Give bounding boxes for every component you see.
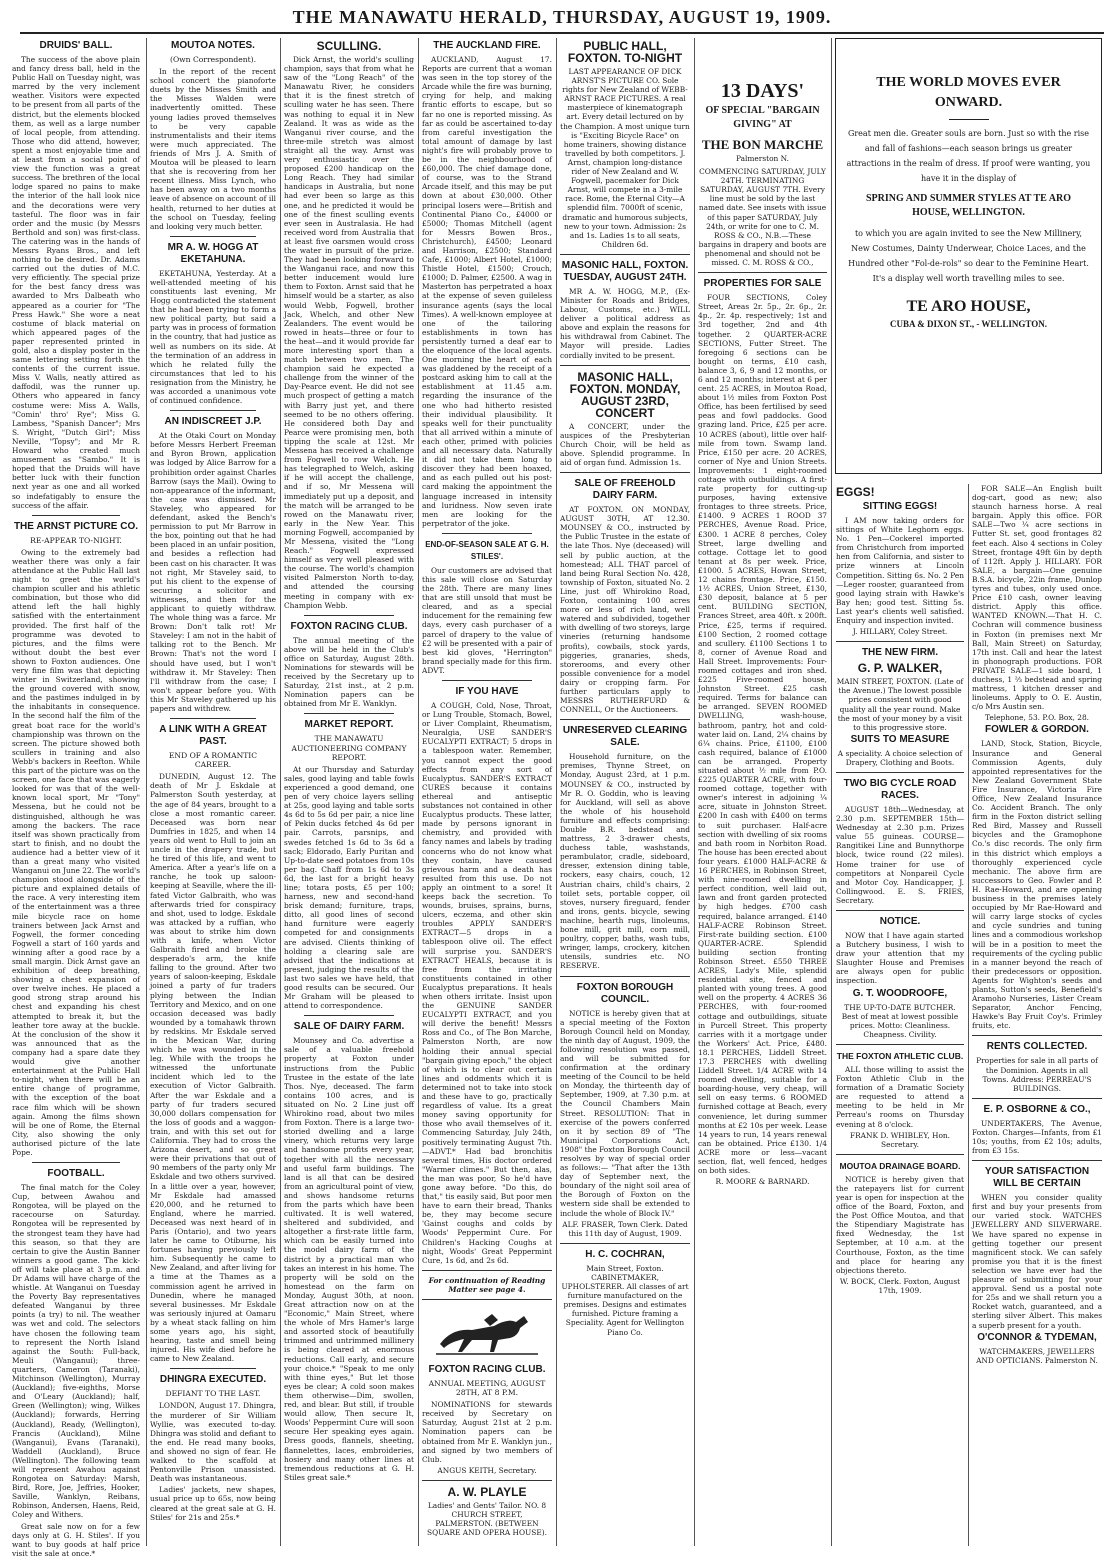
masthead: THE MANAWATU HERALD, THURSDAY, AUGUST 19, 1909.	[20, 4, 1104, 34]
ad-body: WATCHMAKERS, JEWELLERS AND OPTICIANS. Palmerston N.	[976, 1346, 1098, 1365]
ad-body: NOTICE is hereby given that at a special meeting of the Foxton Borough Council held on Monday, the ninth day of August, 1909, the following resolution was passed, and will be submitted for confirmation at the ordinary meeting of the Council to be held on Monday, the thirteenth day of September, 1909, at 7.30 p.m. at the Council Chambers Main Street. RESOLUTION: That in exercise of the powers conferred on it by section 89 of "The Municipal Corporations Act, 1908" the Foxton Borough Council resolves by way of special order as follows:— "That after the 13th day of September next, the boundary of the night soil area of the Borough of Foxton on the western side shall be extended to include the whole of Block IV."	[560, 1008, 690, 1218]
ad-body: NOW that I have again started a Butchery business, I wish to draw your attention that my Slaughter House and Premises are always open for public inspection.	[836, 931, 964, 986]
ad-heading: G. T. WOODROOFE,	[852, 987, 948, 999]
spacer	[736, 484, 737, 485]
divider	[422, 1299, 552, 1300]
divider	[560, 1243, 690, 1244]
article-heading: MR A. W. HOGG AT EKETAHUNA.	[167, 241, 259, 265]
article-heading: DRUIDS' BALL.	[39, 40, 113, 51]
divider	[560, 254, 690, 255]
article-body: In the report of the recent school concert the pianoforte duets by the Misses Smith and the Misses Walden were inadvertently omitted. These young ladies proved themselves to be very capable instrumentalists and their items were much appreciated. The friends of Mrs J. A. Smith of Moutoa will be pleased to learn that she is recovering from her recent illness. Miss Lynch, who has been away on a two months leave of absence on account of ill health, returned to her duties at the school on Tuesday, feeling and looking very much better.	[150, 67, 276, 231]
ad-heading: E. P. OSBORNE & CO.,	[983, 1103, 1091, 1115]
article-heading: THE ARNST PICTURE CO.	[13, 520, 139, 532]
article-body: Mounsey and Co. advertise a sale of a valuable freehold property at Foxton under instructions from the Public Trustee in the estate of the late Thos. Nye, deceased. The farm contains 100 acres, and is situated on No. 2 Line just off Whirokino road, about two miles from Foxton. There is a large two-storied dwelling and a large vinery, which returns very large and handsome profits every year, together with all the necessary and useful farm buildings. The land is all that can be desired from an agricultural point of view, and shows handsome returns from the parts which have been cultivated. It is well watered, sheltered and subdivided, and altogether a first-rate little farm, which can be easily turned into the model dairy farm of the district by a practical man who takes an interest in his home. The property will be sold on the homestead on the farm on Monday, August 30th, at noon. Great attraction now on at the "Economic," Main Street, where the whole of Mrs Hamer's large and assorted stock of beautifully trimmed and untrimmed millinery is being cleared at enormous reductions. Call early, and secure your choice.* "Speak to me only with thine eyes," But let those eyes be clear; A cold soon makes them otherwise—Dim, swollen, red, and blear. But still, if trouble would allow, Then secure It, Woods' Peppermint Cure will soon secure Her speaking eyes again. Dress goods, flannels, sheeting, flannelettes, laces, embroideries, hosiery and many other lines at tremendous reductions at G. H. Stiles great sale.*	[284, 1036, 414, 1482]
article-body: Owing to the extremely bad weather there was only a fair attendance at the Public Hall last night to greet the world's champion sculler and his athletic combination, but those who did attend left the hall highly satisfied with the entertainment provided. The first half of the programme was devoted to pictures, and the films were without doubt the best ever shown to Foxton audiences. One very fine film was that depicting winter in Switzerland, showing the ground covered with snow, and the pastimes indulged in by the inhabitants in consequence. In the second half the film of the great boat race for the world's championship was thrown on the screen. The picture showed both scullers in training and also Webb's backers in Reefton. While this part of the picture was on the screen, one face that was eagerly looked for was that of the well-known local sport, Mr "Tony" Messena, but he could not be distinguished, although he was among the backers. The race itself was shown practically from start to finish, and no doubt the audience had a better view of it than a great many who visited Wanganui on June 22. The world's champion stood alongside of the picture and explained details of the race. A very interesting item of the entertainment was a three mile bicycle race on home trainers between Jack Arnst and Fogwell, the former conceding Fogwell a start of 160 yards and winning after a good race by a small margin. Dick Arnst gave an exhibition of deep breathing, showing a chest expansion of over twelve inches. He placed a good strong strap around his chest and expanding his chest attempted to break it, but the leather tore away at the buckle. At the conclusion of the show it was announced that as the company had a spare date they would give another entertainment at the Public Hall to-night, when there will be an entire change of programme, with the exception of the boat race film which will be shown again. Among the films shown will be one of Rome, the Eternal City, also showing the only authorised picture of the late Pope.	[12, 547, 140, 1157]
column-rule	[146, 38, 147, 1546]
column-rule	[831, 38, 832, 1546]
divider	[836, 772, 964, 773]
column-1	[12, 38, 140, 1558]
ad-heading: THE BON MARCHE	[701, 137, 824, 152]
article-heading: FOXTON RACING CLUB.	[290, 620, 408, 632]
column-rule	[968, 484, 969, 1546]
ad-heading: PROPERTIES FOR SALE	[703, 278, 822, 290]
ad-body: Main Street, Foxton. CABINETMAKER, UPHOLSTERER. All classes of art furniture manufactured on the premises. Designs and estimates furnished. Picture framing a Speciality. Agent for Wellington Piano Co.	[561, 1263, 689, 1337]
ad-heading: MASONIC HALL, FOXTON. TUESDAY, AUGUST 24TH.	[561, 259, 689, 283]
ad-heading: THE WORLD MOVES EVER ONWARD.	[876, 75, 1061, 110]
divider	[304, 1015, 394, 1016]
divider	[836, 641, 964, 642]
article-body: Great sale now on for a few days only at G. H. Stiles'. If you want to buy goods at half price visit the sale at once.*	[12, 1521, 140, 1558]
ad-heading: SALE OF FREEHOLD DAIRY FARM.	[574, 478, 676, 502]
divider	[560, 365, 690, 366]
divider	[560, 472, 690, 473]
ad-heading: UNRESERVED CLEARING SALE.	[562, 725, 688, 749]
ad-subheading: SPRING AND SUMMER STYLES AT TE ARO HOUSE, WELLINGTON.	[865, 193, 1072, 218]
ad-body: I AM now taking orders for sittings of White Leghorn eggs. No. 1 Pen—Cockerel imported from Christchurch from imported hen from California, and sister to prize winners at Lincoln Competition. Sitting 6s. No. 2 Pen—Leger rooster, guaranteed from good laying strain with Hawke's Bay hen; good test. Sitting 5s. Last year's clients well satisfied. Enquiry and inspection invited.	[836, 516, 964, 626]
ad-heading: IF YOU HAVE	[455, 686, 519, 697]
divider	[170, 1368, 256, 1369]
divider	[422, 1270, 552, 1271]
racehorse-icon	[432, 1306, 542, 1358]
ad-place: Palmerston N.	[736, 154, 789, 163]
ad-body: FOR SALE—An English built dog-cart, good as new; also staunch harness horse. A real bargain. Apply this office. FOR SALE—Two ¼ acre sections in Futter St. set, good frontages 82 feet each. Also 4 sections in Coley Street, frontage 49ft 6in by depth of 112ft. Apply J. HILLARY. FOR SALE, a bargain—One genuine B.S.A. bicycle, 22in frame, Dunlop tyres and tubes, only used once. Price £10 cash, owner leaving district. Apply this office. WANTED KNOWN.—That H. C. Cochran will commence business in Foxton (in premises next Mr Ball, Main Street) on Saturday, 17th inst. Call and hear the latest in phonograph productions. FOR PRIVATE SALE—1 side board, 1 duchess, 1 ⅔ bedstead and spring mattress, 1 kitchen dresser and linoleums. Apply to O. E. Austin, c/o Mrs Austin sen.	[972, 484, 1102, 712]
article-body: LONDON, August 17. Dhingra, the murderer of Sir William Wyllie, was executed to-day. Dhingra was stolid and defiant to the end. He read many books, and showed no sign of fear. He walked to the scaffold at Pentonville Prison unassisted. Death was instantaneous.	[150, 1401, 276, 1484]
ad-heading: PUBLIC HALL, FOXTON. TO-NIGHT	[567, 39, 683, 65]
ad-heading: THE NEW FIRM.	[861, 647, 939, 659]
ad-heading: EGGS!	[836, 485, 875, 499]
ad-heading: FOXTON RACING CLUB.	[428, 1364, 546, 1375]
ad-subheading: OF SPECIAL "BARGAIN GIVING" AT	[705, 105, 820, 130]
article-subheading: (Own Correspondent).	[169, 55, 257, 64]
ad-body: WHEN you consider quality first and buy your presents from our varied stock. WATCHES JEWELLERY AND SILVERWARE. We have spared no expense in getting together our present magnificent stock. We can safely promise you that it is the finest selection we have ever had the pleasure of submitting for your approval. Send us a postal note for 25s and we shall return you a Rocket watch, guaranteed, and a sterling silver Albert. This makes a superb present for a youth.	[972, 1193, 1102, 1330]
ad-body: COMMENCING SATURDAY, JULY 24TH. TERMINATING SATURDAY, AUGUST 7TH. Every line must be sold by the last named date. See insets with issue of this paper SATURDAY, July 24th, or write for one to C. M. ROSS & CO., N.B.—These bargains in drapery and boots are phenomenal and should not be missed. C. M. ROSS & CO.,	[698, 167, 827, 268]
ad-heading: G. P. WALKER,	[857, 661, 943, 676]
spacer	[836, 38, 837, 39]
article-heading: FOOTBALL.	[47, 1168, 105, 1180]
article-body: The annual meeting of the above will be held in the Club's office on Saturday, August 28th. Nominations for stewards will be received by the Secretary up to Saturday, 21st inst., at 2 p.m. Nomination papers can be obtained from Mr E. Wanklyn.	[284, 635, 414, 709]
divider	[422, 1480, 552, 1481]
ad-subheading: ANNUAL MEETING, AUGUST 28TH, AT 8 P.M.	[428, 1379, 546, 1398]
te-aro-advert	[835, 38, 1102, 478]
ad-heading: SUITS TO MEASURE	[850, 733, 950, 745]
column-5	[560, 38, 690, 1546]
article-body: The success of the above plain and fancy dress ball, held in the Public Hall on Tuesday night, was marred by the very inclement weather. Visitors were expected to be present from all parts of the district, but the elements blocked them, as well as a large number of local people, from attending. Those who did attend, however, spent a most enjoyable time and at least from a social point of view the function was a great success. The brethren of the local lodge spared no pains to make the interior of the hall look nice and the decorations were very tasteful. The floor was in fair order and the music (by Messrs Berthold and son) was first-class. The catering was in the hands of Messrs Ryans Bros., and left nothing to be desired. Dr. Adams carried out the duties of M.C. very efficiently. The special prize for the best fancy dress was awarded to Mrs Dalbeath who appeared as a courier for "The Press Hawk." She wore a neat costume of black material on which appeared pages of the paper represented printed in gold, also a display poster in the same lettering setting forth the contents of the current issue. Miss V. Walls, neatly attired as daffodil, was the runner up. Others who appeared in fancy costume were: Miss A. Walls, "Comin' thro' Rye"; Miss G. Lambess, "Spanish Dancer"; Mrs S. Wright, "Dutch Girl"; Miss Neville, "Topsy"; and Mr R. Howard who created much amusement as "Sambo." It is hoped that the Druids will have better luck with their function next year as one and all worked so indefatigably to ensure the success of the affair.	[12, 55, 140, 510]
divider	[442, 680, 532, 681]
ad-signature: FRANK D. WHIBLEY, Hon. Secretary.	[849, 1130, 951, 1149]
ad-body: AUGUST 18th—Wednesday, at 2.30 p.m. SEPTEMBER 15th—Wednesday at 2.30 p.m. Prizes value 55 guineas. COURSE—Rangitikei Line and Bunnythorpe block, twice round (22 miles). Home trainer for use of competitors at Nonpareil Cycle and Motor Coy. Handicapper, J. Collingwood. E. S. FRIES, Secretary.	[836, 804, 964, 905]
article-body: Dick Arnst, the world's sculling champion, says that from what he saw of the "Long Reach" of the Manawatu River, he considers that it is the finest stretch of sculling water he has seen. There was nothing to equal it in New Zealand. It was as wide as the Wanganui river course, and the three-mile stretch was almost straight all the way. Arnst was very enthusiastic over the proposed £200 handicap on the Long Reach. They had similar handicaps in Australia, but none had ever been so large as this one, and he predicted it would be one of the finest sculling events ever seen in Australasia. He had received word from Australia that at least five oarsmen would cross the water in pursuit of the prize. They had been looking forward to the Wanganui race, and now this better inducement would lure them to Foxton. Arnst said that he himself would be a starter, as also would Webb, Fogwell, brother Jack, Whelch, and other New Zealanders. The event would be rowed in heats—three or four to the heat—and it would provide far more interesting sport than a match between two men. The champion said he expected a challenge from the winner of the Day-Pearce event. He did not see much prospect of getting a match with Barry just yet, and there seemed to be no others offering. He considered both Day and Pearce were promising men, both tipping the scale at 12st. Mr Messena has received a challenge from Fogwell to row Welch. He has telegraphed to Welch, asking if he will accept the challenge, and if so, Mr Messena will immediately put up a deposit, and the match will be arranged to be rowed on the Manawatu river, early in the New Year. This morning Fogwell, accompanied by Mr Messena, visited the "Long Reach." Fogwell expressed himself as very well pleased with the course. The world's champion visited Palmerston North to-day, and attended the coursing meeting in company with ex-Champion Webb.	[284, 55, 414, 610]
ad-body: Household furniture, on the premises, Thynne Street, on Monday, August 23rd, at 1 p.m. MOUNSEY & CO., instructed by Mr R. O. Goddin, who is leaving for Auckland, will sell as above the whole of his household furniture and effects comprising: Double B.R. bedstead and mattress, 2 3-drawer chests, duchess table, washstands, perambulator, cradle, sideboard, dresser, extension dining table, rockers, easy chairs, couch, 12 Austrian chairs, child's chairs, 2 toilet sets, portable copper, oil stoves, nursery fireguard, fender and irons, gents. bicycle, sewing machine, hearth rugs, linoleums, bone mill, grit mill, corn mill, poultry, copper, baths, wash tubs, wringer, lamps, crockery, kitchen utensils, sundries etc. NO RESERVE.	[560, 752, 690, 971]
ad-signature: R. MOORE & BARNARD.	[715, 1177, 810, 1187]
column-2	[150, 38, 276, 1546]
column-8	[972, 484, 1102, 1544]
divider	[836, 1044, 964, 1045]
article-body: At the Otaki Court on Monday before Messrs Herbert Freeman and Byron Brown, application was lodged by Alice Barrow for a prohibition order against Charles Barrow (says the Mail). Owing to non-appearance of the informant, the case was dismissed. Mr Staveley, who appeared for defendant, asked the Bench's permission to put Mr Barrow in the box, pointing out that he had been placed in an unfair position, and besides a reflection had been cast on his character. It was not right, Mr Staveley said, to put his client to the expense of securing a solicitor and witnesses, and then for the applicant to quietly withdraw. The whole thing was a farce. Mr Brown: Don't talk rot! Mr Staveley: I am not in the habit of talking rot to the Bench. Mr Brown: That's not the word I should have used, but I won't withdraw it. Mr Staveley: Then I'll withdraw from the case; I won't appear before you. With this Mr Staveley gathered up his papers and withdrew.	[150, 431, 276, 713]
column-rule	[280, 38, 281, 1546]
ad-body: Great men die. Greater souls are born. Just so with the rise and fall of fashions—each season brings us greater attractions in the realm of dress. If proof were wanting, you have it in the display of	[846, 129, 1091, 183]
divider	[949, 119, 989, 120]
article-heading: A LINK WITH A GREAT PAST.	[159, 724, 267, 748]
article-heading: SALE OF DAIRY FARM.	[293, 1021, 405, 1033]
divider	[32, 515, 120, 516]
column-4	[422, 38, 552, 1546]
divider	[442, 533, 532, 534]
article-heading: END-OF-SEASON SALE AT G. H. STILES'.	[425, 539, 549, 561]
article-subheading: DEFIANT TO THE LAST.	[165, 1389, 261, 1399]
divider	[170, 236, 256, 237]
ad-signature: ANGUS KEITH, Secretary.	[437, 1465, 537, 1475]
divider	[836, 1154, 964, 1155]
ad-body: LAST APPEARANCE OF DICK ARNST'S PICTURE CO. Sole rights for New Zealand of WEBB-ARNST RACE PICTURES. A real masterpiece of kinematograph art. Every detail lectured on by the Champion. A most unique turn is "Exciting Bicycle Race" on home trainers, showing distance travelled by both competitors. J. Arnst, champion long-distance rider of New Zealand and W. Fogwell, pacemaker for Dick Arnst, will compete in a 3-mile race. Rome, the Eternal City—A splendid film. 7000ft of scenic, dramatic and humorous subjects, new to your town. Admission: 2s and 1s. Ladies 1s to all seats, Children 6d.	[560, 67, 690, 249]
article-body: AUCKLAND, August 17. Reports are current that a woman was seen in the top storey of the Arcade while the fire was burning, crying for help, and making frantic efforts to escape, but so far no one is reported missing. As far as could be ascertained to-day from careful investigation the total amount of damage by last night's fire will probably prove to be in the neighbourhood of £60,000. The chief damage done, of course, was to the Strand Arcade itself, and this may be put down at about £30,000. Other principal losers were—British and Continental Piano Co., £4000 or £5000; Thomas Mitchell (agent for Messrs Bowen Bros., Christchurch), £4500; Leonard and Harrison, £2500; Standard Cafe, £1000; Albert Hotel, £1000; Thistle Hotel, £1500; Crouch, £1000; D. Palmer, £2500. A wag in Masterton has perpetrated a hoax at the expense of seven guileless insurance agents (says the local Times). A well-known employee at one of the tailoring establishments in town has persistently turned a deaf ear to the eloquence of the local agents. One morning the heart of each was gladdened by the receipt of a postcard asking him to call at the establishment at 11.45 a.m. regarding the insurance of the one who had hitherto resisted their individual plausibility. It speaks well for their punctuality that all arrived within a minute of each other, primed with policies and all necessary data. Naturally it did not take them long to discover they had been hoaxed, and as each pulled out his post-card making the appointment the language increased in intensity and luridness. Now seven irate men are looking for the perpetrator of the joke.	[422, 55, 552, 528]
continuation-note: For continuation of Reading Matter see page 4.	[428, 1275, 546, 1294]
ad-body: AT FOXTON. ON MONDAY, AUGUST 30TH, AT 12.30. MOUNSEY & CO., instructed by the Public Trustee in the estate of the late Thos. Nye (deceased) will sell by public auction, at the homestead; ALL THAT parcel of land being Rural Section No. 428, township of Foxton, situated No. 2 Line, just off Whirokino Road, Foxton, containing 100 acres more or less of rich land, well watered and subdivided, together with dwelling of two storeys, large vineries (returning handsome profits), cowbails, stock yards, piggeries, granaries, sheds, storerooms, and every other possible convenience for a model dairy or cropping farm. For further particulars apply to MESSRS RUTHERFURD & CONNELL, Or the Auctioneers.	[560, 505, 690, 715]
article-subheading: END OF A ROMANTIC CAREER.	[168, 751, 258, 770]
ad-heading: H. C. COCHRAN,	[585, 1248, 665, 1260]
article-heading: MARKET REPORT.	[304, 719, 394, 731]
column-rule	[556, 38, 557, 1546]
ad-body: NOMINATIONS for stewards received by Secretary on Saturday, August 21st at 2 p.m. Nomination papers can be obtained from Mr E. Wanklyn jun., and signed by two members of Club.	[422, 1400, 552, 1464]
divider	[304, 615, 394, 616]
ad-heading: A. W. PLAYLE	[447, 1484, 527, 1499]
ad-signature: W. BOCK, Clerk. Foxton, August 17th, 1909.	[839, 1276, 961, 1295]
column-6	[698, 38, 827, 1546]
divider	[560, 719, 690, 720]
ad-body: THE UP-TO-DATE BUTCHER. Best of meat at lowest possible prices. Motto: Cleanliness. Cheapness. Civility.	[841, 1002, 959, 1039]
ad-heading: THE FOXTON ATHLETIC CLUB.	[836, 1050, 964, 1061]
ad-heading: O'CONNOR & TYDEMAN,	[977, 1331, 1097, 1343]
ad-body: MAIN STREET, FOXTON. (Late of the Avenue.) The lowest possible prices consistent with good quality all the year round. Make the most of your money by a visit to this progressive store.	[836, 677, 964, 732]
ad-body: A COUGH, Cold, Nose, Throat, or Lung Trouble, Stomach, Bowel, or Liver Complaint, Rheumatism, Neuralgia, USE SANDER'S EUCALYPTI EXTRACT; 5 drops in a tablespoon water. Remember, you cannot expect the good effects from any sort of Eucalyptus. SANDER'S EXTRACT CURES because it contains ethereal and antiseptic substances not contained in other Eucalyptus products. These latter, made by persons ignorant in chemistry, and provided with fancy names and labels by trading concerns who do not know what they contain, have caused grievous harm and a death has resulted from this use. Do not apply an ointment to a sore! It keeps back the secretion. To wounds, bruises, sprains, burns, ulcers, eczema, and other skin troubles APPLY SANDER'S EXTRACT—5 drops in a tablespoon olive oil. The effect will surprise you. SANDER'S EXTRACT HEALS, because it is free from the irritating constituents contained in other Eucalyptus preparations. It heals when others irritate. Insist upon the GENUINE SANDER EUCALYPTI EXTRACT, and you will derive the benefit! Messrs Ross and Co., of The Bon Marche, Palmerston North, are now holding their annual special "bargain giving epoch," the object of which is to clear out certain lines and oddments which it is determined not to take into stock and these have to go, practically regardless of value. Its a great money saving opportunity for those who avail themselves of it. Commencing Saturday, July 24th, positively terminating August 7th.—ADVT.* Had bad bronchitis several times, His doctor ordered "Warmer climes." But then, alas, the man was poor, So he'd have gone away before. "Do this, do that," tis easily said, But poor men have to earn their bread, Thanks be, they may become secure 'Gainst coughs and colds by Woods' Peppermint Cure. For Children's Hacking Coughs at night, Woods' Great Peppermint Cure, 1s 6d, and 2s 6d.	[422, 701, 552, 1265]
ad-heading: RENTS COLLECTED.	[986, 1041, 1088, 1053]
spacer	[740, 484, 741, 485]
spacer	[742, 484, 743, 485]
article-heading: SCULLING.	[316, 39, 382, 53]
divider	[304, 713, 394, 714]
article-subheading: RE-APPEAR TO-NIGHT.	[30, 535, 122, 545]
divider	[560, 976, 690, 977]
ad-contact: Telephone, 53. P.O. Box, 28.	[985, 713, 1089, 723]
ad-signature: ALF. FRASER, Town Clerk. Dated this 11th day of August, 1909.	[562, 1219, 688, 1238]
article-body: Our customers are advised that this sale will close on Saturday the 28th. There are many lines that are still unsold that must be cleared, and as a special inducement for the remaining few days, every cash purchaser of a parcel of drapery to the value of £2 will be presented with a pair of best kid gloves, "Herrington" brand specially made for this firm. ADVT.	[422, 565, 552, 675]
ad-heading: MOUTOA DRAINAGE BOARD.	[839, 1160, 961, 1171]
ad-body: A speciality. A choice selection of Drapery, Clothing and Boots.	[837, 748, 963, 767]
column-rule	[694, 38, 695, 1546]
ad-heading: TWO BIG CYCLE ROAD RACES.	[843, 777, 957, 801]
article-body: DUNEDIN, August 12. The death of Mr J. Eskdale at Palmerston South yesterday, at the age of 84 years, brought to a close a most romantic career. Deceased was born near Dumfries in 1825, and when 14 years old went to Hull to join an uncle in the drapery trade, but he tired of this life, and went to America. After a year's life on a ranche, he took up saloon-keeping at Seaville, where the ill-fated Victor Galbraith, who was afterwards tried for conspiracy and shot, used to lodge. Eskdale was attacked by a ruffian, who was about to strike him down with a knife, when Victor Galbraith fired and broke the desperado's arm, the knife falling to the ground. After two years of saloon-keeping, Eskdale joined a party of fur traders plying between the Indian Territory and Mexico, and on one occasion deceased was badly wounded by a tomahawk thrown by redskins. Mr Eskdale served in the Mexican War, during which he was wounded in the leg. While with the troops he witnessed the unfortunate incident which led to the execution of Victor Galbraith. After the war Eskdale and a party of fur traders secured 30,000 dollars compensation for the loss of goods and a waggon-train, and with this set out for California. They had to cross the Arizona desert, and so great were their privations that out of 90 members of the party only Mr Eskdale and two others survived. In a little over a year, however, Mr Eskdale had amassed £20,000, and he returned to England, where he married. Deceased was next heard of in Paris (Ontario), and two years later he came to Otiburne, his fortunes having previously left him. Subsequently he came to New Zealand, and after living for a time at the Thames as a commission agent he arrived in Dunedin, where he managed several businesses. Mr Eskdale was seriously injured at Oamaru by a wheat stack falling on him some years ago, his sight, hearing, taste and smell being injured. His wife died before he came to New Zealand.	[150, 772, 276, 1364]
ad-heading: FOXTON BOROUGH COUNCIL.	[576, 981, 674, 1005]
column-7	[836, 484, 964, 1544]
divider	[32, 1162, 120, 1163]
spacer	[698, 225, 699, 226]
ad-signature: J. HILLARY, Coley Street.	[852, 627, 948, 637]
ad-body: UNDERTAKERS, The Avenue, Foxton. Charges—Infants, from £1 10s; youths, from £2 10s; adults, from £3 15s.	[972, 1118, 1102, 1156]
column-rule	[418, 38, 419, 1546]
article-body: Ladies' jackets, new shapes, usual price up to 65s, now being cleared at the great sale at G. H. Stiles' for 21s and 25s.*	[150, 1485, 276, 1522]
ad-heading: NOTICE.	[879, 916, 921, 927]
divider	[170, 410, 256, 411]
article-body: EKETAHUNA, Yesterday. At a well-attended meeting of his constituents last evening, Mr Hogg contradicted the statement that he had been trying to form a new political party, but said a party was in process of formation in the country, that had justice as well as numbers on its side. At the termination of an address in which he related fully the circumstances that led to his resignation from the Ministry, he was accorded a unanimous vote of continued confidence.	[150, 268, 276, 406]
article-subheading: THE MANAWATU AUCTIONEERING COMPANY REPORT.	[291, 734, 407, 762]
article-heading: DHINGRA EXECUTED.	[159, 1374, 267, 1386]
article-body: At our Thursday and Saturday sales, good laying and table fowls experienced a good demand, one pen of very choice layers selling at 25s, good laying and table sorts 4s 6d to 5s 6d per pair, a nice line of Pekin ducks fetched 4s 6d per pair. Carrots, parsnips, and swedes fetched 1s 6d to 3s 6d a sack; Eldorado, Early Puritan and Up-to-date seed potatoes from 10s per bag. Chaff from 1s 6d to 3s 6d, the last for a bright heavy line; totara posts, £5 per 100; harness, new and second-hand brisk demand; furniture, traps, ditto, all good lines of second hand furniture were eagerly competed for and consignments are advised. Clients thinking of holding a clearing sale are advised that the indications at present, judging the results of the last two sales we have held, that good results can be secured. Our Mr Graham will be pleased to attend to correspondence.	[284, 764, 414, 1011]
ad-body: MR A. W. HOGG, M.P., (Ex-Minister for Roads and Bridges, Labour, Customs, etc.) WILL deliver a political address as above and explain the reasons for his withdrawal from Cabinet. The Mayor will preside. Ladies cordially invited to be present.	[560, 286, 690, 360]
ad-body: to which you are again invited to see the New Millinery, New Costumes, Dainty Underwear, Choice Laces, and the Hundred other "Fol-de-rols" so dear to the Feminine Heart. It's a display well worth travelling miles to see.	[848, 229, 1089, 283]
ad-heading: YOUR SATISFACTION WILL BE CERTAIN	[984, 1166, 1090, 1190]
spacer	[736, 232, 737, 233]
divider	[972, 1035, 1102, 1036]
ad-subheading: SITTING EGGS!	[862, 501, 938, 512]
ad-heading: 13 DAYS'	[720, 80, 805, 102]
column-3	[284, 38, 414, 1546]
ad-heading: TE ARO HOUSE,	[906, 298, 1031, 315]
ad-body: A CONCERT, under the auspices of the Presbyterian Church Choir, will be held as above. Splendid programme. In aid of organ fund. Admission 1s.	[560, 421, 690, 467]
article-heading: THE AUCKLAND FIRE.	[433, 40, 541, 51]
article-heading: AN INDISCREET J.P.	[164, 416, 262, 428]
ad-body: LAND, Stock, Station, Bicycle, Insurance and General Commission Agents, duly appointed representatives for the New Zealand Government State Fire Insurance, Victoria Fire Office, New Zealand Insurance Co. Accident Branch. The only firm in the Foxton district selling Red Bird, Massey and Russell bicycles and the Gramophone Co.'s disc records. The only firm in this district which employs a thoroughly experienced cycle mechanic. The above firm are successors to Geo. Fowler and P. H. Rae-Howard, and are opening business in the premises lately occupied by Mr Rae-Howard and will carry large stocks of cycles and cycle sundries and tuning lines and a commodious workshop will be in a position to meet the requirements of the cycling public in a manner beyond the reach of their predecessors or opposition. Agents for Wighton's seeds and plants, Sutton's seeds, Benefield's Aramoho Nurseries, Lister Cream Separator, Anchor Fencing, Hawke's Bay Fruit Coy's. Frimley fruits, etc.	[972, 739, 1102, 1031]
article-body: The final match for the Coley Cup, between Awahou and Rongotea, will be played on the racecourse on Saturday. Rongotea will be represented by the strongest team they have had this season, so that they are certain to give the Austin Banner winners a good game. The kick-off will take place at 3 p.m. and Dr Adams will have charge of the whistle. At Wanganui on Tuesday the Poverty Bay representatives defeated Wanganui by three points (a try) to nil. The weather was wet and cold. The selectors have chosen the following team to represent the North Island against the South: Full-back, Meuli (Wanganui); three-quarters, Cameron (Taranaki), Mitchinson (Wellington), Murray (Auckland); five-eighths, Morse and O'Leary (Auckland); half, Green (Wellington); wing, Wilkes (Auckland); forwards, Herring (Auckland), Ready, (Wellington), Francis (Auckland), Milne (Wanganui), Evans (Taranaki), Waddell (Auckland), Bruce (Wellington). The following team will represent Awahou against Rongotea on Saturday: Marsh, Bird, Rore, Joe, Jeffries, Hooker, Saville, Wanklyn, Reibans, Robinson, Andersen, Haens, Reid, Coley and Withers.	[12, 1183, 140, 1520]
ad-body: Ladies' and Gents' Tailor. NO. 8 CHURCH STREET, PALMERSTON. (BETWEEN SQUARE AND OPERA HOUSE).	[427, 1500, 547, 1538]
ad-body: NOTICE is hereby given that the ratepayers list for current year is open for inspection at the office of the Board, Foxton, and the Post Office Moutoa, and that the Stipendiary Magistrate has fixed Wednesday, the 1st September, at 10 a.m. at the Courthouse, Foxton, as the time and place for hearing any objections thereto.	[836, 1174, 964, 1275]
divider	[972, 1098, 1102, 1099]
divider	[698, 272, 827, 273]
divider	[170, 718, 256, 719]
divider	[836, 910, 964, 911]
ad-body: Properties for sale in all parts of the Dominion. Agents in all Towns. Address: PERREAU'S BUILDINGS.	[976, 1056, 1098, 1093]
ad-heading: MASONIC HALL, FOXTON. MONDAY, AUGUST 23RD, CONCERT	[569, 369, 681, 420]
ad-address: CUBA & DIXON ST., - WELLINGTON.	[889, 319, 1048, 329]
ad-body: ALL those willing to assist the Foxton Athletic Club in the formation of a Dramatic Society are requested to attend a meeting to be held in Mr Perreau's rooms on Thursday evening at 8 o'clock.	[836, 1064, 964, 1129]
ad-body: FOUR SECTIONS, Coley Street, Areas 2r. 5p., 2r. 6p., 2r. 4p., 2r. 4p. respectively; 1st and 3rd together, 2nd and 4th together. 2 QUARTER-ACRE SECTIONS, Futter Street. The foregoing 6 sections can be bought on terms, £10 cash, balance 3, 6, 9 and 12 months, or 6 and 12 months; interest at 6 per cent. 25 ACRES, in Moutoa Road, about 1½ miles from Foxton Post Office, has been fertilised by seed peas and fowl paddocks. Good grazing land. Price, £25 per acre. 10 ACRES (about), little over half-mile from town. Swamp land. Price, £150 per acre. 20 ACRES, corner of Nye and Union Streets. Improvements: 1 eight-roomed cottage with outbuildings. A first-rate property for cutting-up purposes, having extensive frontages to three streets. Price, £1400. 9 ACRES 1 ROOD 37 PERCHES, Avenue Road. Price, £300. 1 ACRE 8 perches, Coley Street, large dwelling and cottage. Cottage let to good tenant at 8s per week. Price, £1000. 5 ACRES, Howan Street, 12 chains frontage. Price, £150. 1½ ACRES, Union Street, £130, £30 deposit, balance at 5 per cent. BUILDING SECTION, Frances Street, area 40ft. x 200ft. Price, £25, terms if required. £100 Section, 2 roomed cottage and scullery. £1100 Sections 1 to 8, corner of Avenue Road and Hall Street. Improvements: Four-roomed cottages and iron shed. £225 Five-roomed house, Johnston Street. £25 cash required. Terms for balance can be arranged. SEVEN ROOMED DWELLING, wash-house, bathroom, pantry, hot and cold-water laid on. Land, 2¼ chains by 6¼ chains. Price, £1100, £100 cash required, balance of £1000 can be arranged. Property situated about ½ mile from P.O. £225 QUARTER ACRE, with four-roomed cottage, together with owner's interest in adjoining ¼ acre, situate in Johnston Street. £200 In cash with £400 on terms to suit purchaser. Half-acre section with dwelling of six rooms and bath room in Norbiton Road. The house has been erected about four years. £1000 HALF-ACRE & 16 PERCHES, in Robinson Street, with nine-roomed dwelling in perfect condition, well laid out, lawn and front garden protected by high hedges. £700 cash required, balance arranged. £140 HALF-ACRE Robinson Street. First-rate building section. £100 QUARTER-ACRE. Splendid building section fronting Robinson Street. £550 THREE ACRES, Lady's Mile, splendid residential site, fenced and planted with young trees. A good well on the property. 4 ACRES 36 PERCHES, with four-roomed cottage and outbuildings, situate in Purcell Street. This property carries with it a mortgage under the Workers' Act. Price, £480. 18.1 PERCHES, Liddell Street. 17.3 PERCHES with dwelling Liddell Street. 1/4 ACRE with 14 roomed dwelling, suitable for a boarding-house, very cheap, will sell on easy terms. 6 ROOMED furnished cottage at Beach, every convenience, let during summer months at £2 10s per week. Lease 14 years to run, 14 years renewal can be obtained. Price £130. 1/4 ACRE more or less—vacant section, flat, well fenced, hedges on both sides.	[698, 293, 827, 1176]
ad-heading: FOWLER & GORDON.	[985, 724, 1089, 736]
divider	[972, 1160, 1102, 1161]
article-heading: MOUTOA NOTES.	[171, 40, 255, 51]
advert-box	[835, 38, 1102, 474]
